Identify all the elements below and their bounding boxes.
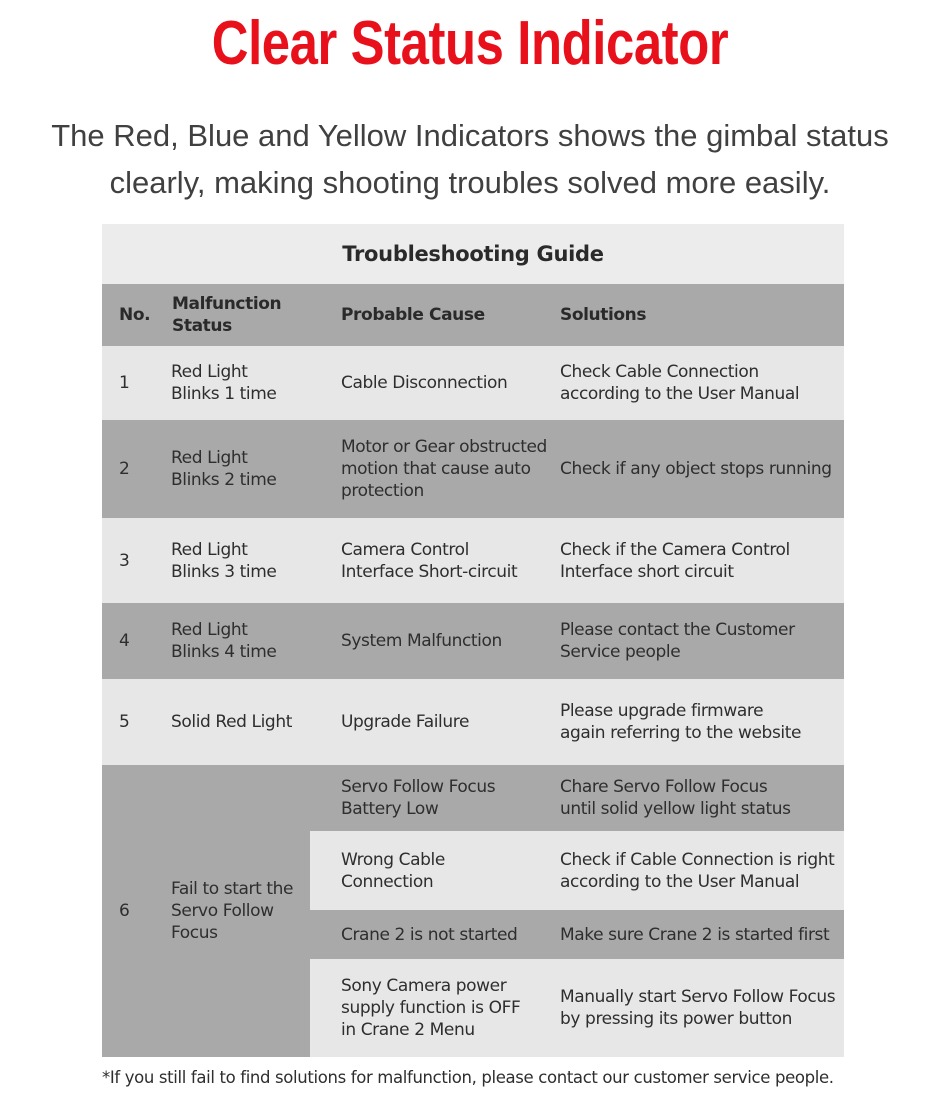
row-status: Red Light Blinks 3 time xyxy=(171,539,277,582)
header-solution: Solutions xyxy=(560,305,647,325)
row-solution: Manually start Servo Follow Focus by pressing its power button xyxy=(560,987,836,1029)
row-cause: Crane 2 is not started xyxy=(341,924,518,945)
row-cause: Motor or Gear obstructed motion that cause auto protection xyxy=(341,437,547,501)
row-cause: Servo Follow Focus Battery Low xyxy=(341,777,496,819)
row-cause: System Malfunction xyxy=(341,631,502,651)
row-cause: Cable Disconnection xyxy=(341,373,508,393)
row-solution: Please contact the Customer Service people xyxy=(560,620,795,662)
footnote: *If you still fail to find solutions for malfunction, please contact our customer service people. xyxy=(102,1068,834,1087)
subtitle-line: clearly, making shooting troubles solved more easily. xyxy=(109,165,831,200)
row-number: 3 xyxy=(119,550,130,571)
troubleshooting-table xyxy=(102,224,844,1057)
row-solution: Chare Servo Follow Focus until solid yellow light status xyxy=(560,777,791,819)
row-status: Red Light Blinks 2 time xyxy=(171,448,277,490)
page-title: Clear Status Indicator xyxy=(211,9,729,78)
row-solution: Check if the Camera Control Interface short circuit xyxy=(560,539,790,582)
row-number: 6 xyxy=(119,901,130,921)
row-solution: Check if Cable Connection is right according to the User Manual xyxy=(560,849,835,892)
row-number: 4 xyxy=(119,631,130,651)
header-cause: Probable Cause xyxy=(341,305,485,325)
row-solution: Please upgrade firmware again referring to the website xyxy=(560,701,802,743)
subtitle xyxy=(0,112,940,206)
row-solution: Check if any object stops running xyxy=(560,459,832,479)
row-status: Fail to start the Servo Follow Focus xyxy=(171,879,294,943)
header-no: No. xyxy=(119,305,151,325)
row-cause: Sony Camera power supply function is OFF in Crane 2 Menu xyxy=(341,976,521,1040)
row-status: Red Light Blinks 1 time xyxy=(171,362,277,404)
row-cause: Wrong Cable Connection xyxy=(341,849,445,892)
row-solution: Check Cable Connection according to the User Manual xyxy=(560,362,800,404)
row-number: 1 xyxy=(119,373,130,393)
row-solution: Make sure Crane 2 is started first xyxy=(560,924,830,945)
row-cause: Upgrade Failure xyxy=(341,712,470,732)
row-status: Solid Red Light xyxy=(171,712,292,732)
row-number: 2 xyxy=(119,459,130,479)
header-status: Malfunction Status xyxy=(172,294,282,336)
table-title: Troubleshooting Guide xyxy=(102,224,844,284)
row-number: 5 xyxy=(119,712,130,732)
subtitle-line: The Red, Blue and Yellow Indicators shows the gimbal status xyxy=(51,118,889,153)
row-cause: Camera Control Interface Short-circuit xyxy=(341,539,518,582)
row-status: Red Light Blinks 4 time xyxy=(171,620,277,662)
